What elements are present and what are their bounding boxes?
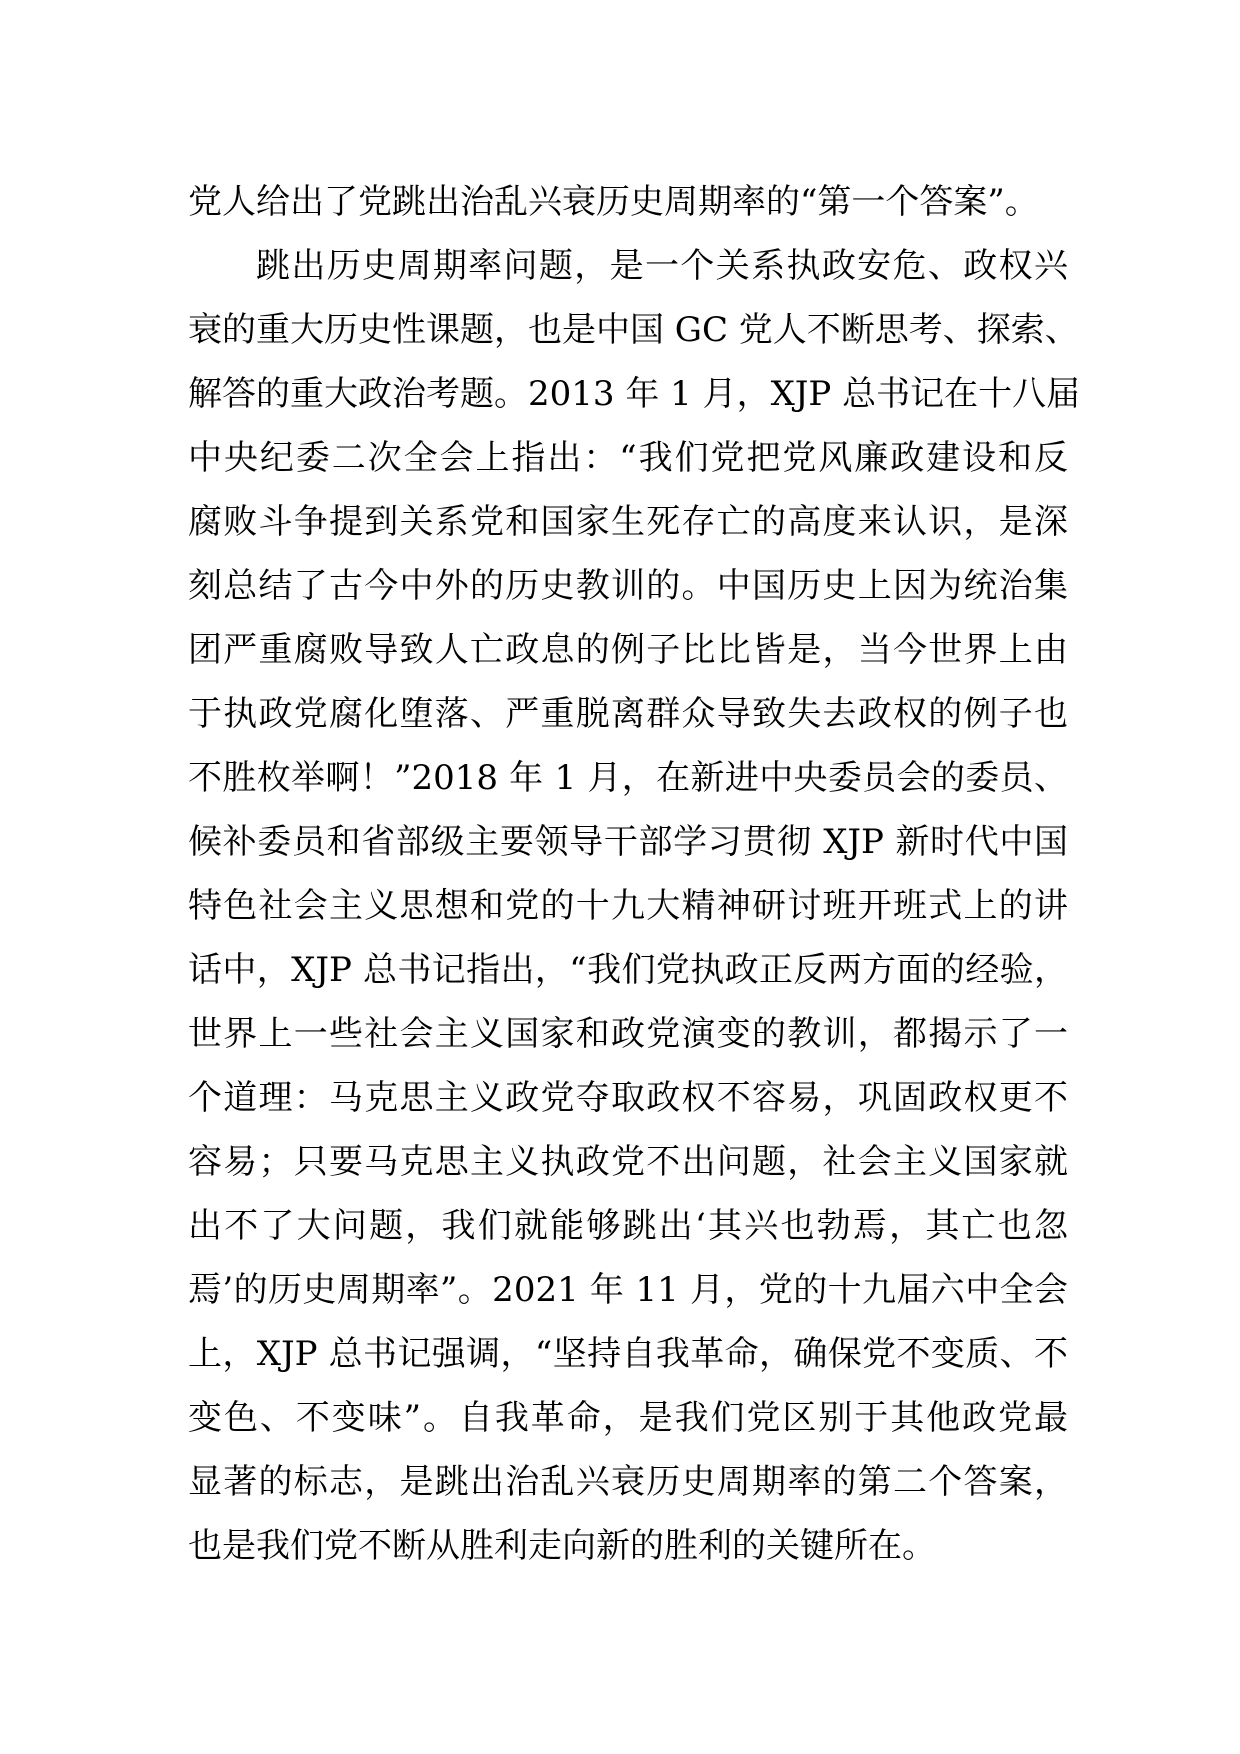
text-line: 也是我们党不断从胜利走向新的胜利的关键所在。: [188, 1526, 936, 1566]
text-line: 腐败斗争提到关系党和国家生死存亡的高度来认识，是深: [188, 502, 1068, 542]
text-line: 候补委员和省部级主要领导干部学习贯彻 XJP 新时代中国: [188, 822, 1068, 862]
text-line: 容易；只要马克思主义执政党不出问题，社会主义国家就: [188, 1142, 1068, 1182]
text-line: 出不了大问题，我们就能够跳出‘其兴也勃焉，其亡也忽: [188, 1206, 1068, 1246]
text-line: 解答的重大政治考题。2013 年 1 月，XJP 总书记在十八届: [188, 374, 1081, 414]
text-line: 特色社会主义思想和党的十九大精神研讨班开班式上的讲: [188, 886, 1068, 926]
text-line: 话中，XJP 总书记指出，“我们党执政正反两方面的经验，: [188, 950, 1068, 990]
body-text: [188, 170, 1081, 1578]
text-line: 不胜枚举啊！”2018 年 1 月，在新进中央委员会的委员、: [188, 758, 1068, 798]
text-line: 变色、不变味”。自我革命，是我们党区别于其他政党最: [188, 1398, 1068, 1438]
text-line: 中央纪委二次全会上指出：“我们党把党风廉政建设和反: [188, 438, 1068, 478]
text-line: 世界上一些社会主义国家和政党演变的教训，都揭示了一: [188, 1014, 1068, 1054]
text-line: 于执政党腐化堕落、严重脱离群众导致失去政权的例子也: [188, 694, 1068, 734]
text-line: 焉’的历史周期率”。2021 年 11 月，党的十九届六中全会: [188, 1270, 1068, 1310]
text-line: 个道理：马克思主义政党夺取政权不容易，巩固政权更不: [188, 1078, 1068, 1118]
text-line: 衰的重大历史性课题，也是中国 GC 党人不断思考、探索、: [188, 310, 1079, 350]
text-line: 显著的标志，是跳出治乱兴衰历史周期率的第二个答案，: [188, 1462, 1068, 1502]
text-line: 团严重腐败导致人亡政息的例子比比皆是，当今世界上由: [188, 630, 1068, 670]
text-line: 党人给出了党跳出治乱兴衰历史周期率的“第一个答案”。: [188, 182, 1039, 222]
text-line: 刻总结了古今中外的历史教训的。中国历史上因为统治集: [188, 566, 1068, 606]
text-line: 跳出历史周期率问题，是一个关系执政安危、政权兴: [256, 246, 1068, 286]
text-line: 上，XJP 总书记强调，“坚持自我革命，确保党不变质、不: [188, 1334, 1068, 1374]
